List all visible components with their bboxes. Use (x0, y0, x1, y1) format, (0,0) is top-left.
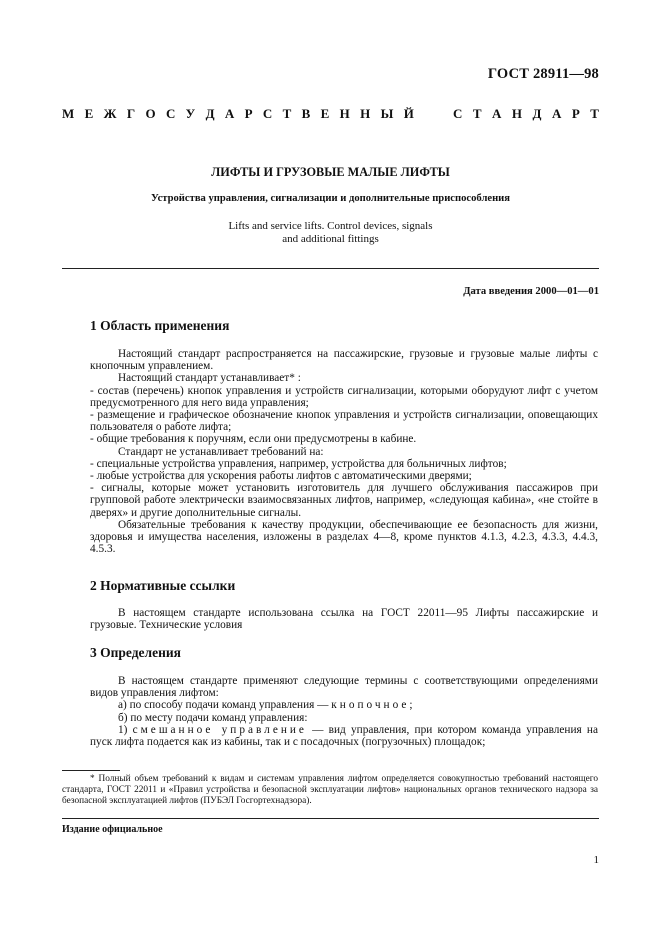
banner-letter: Н (360, 106, 371, 121)
banner-letter: Г (126, 106, 136, 121)
english-title-line-2: and additional fittings (282, 233, 379, 245)
banner-letter: Н (511, 106, 523, 121)
item-prefix: 1) (118, 723, 128, 736)
paragraph: В настоящем стандарте применяют следующие термины с соответствующими определениями видов управления лифтом: (90, 675, 598, 700)
banner-letter: С (165, 106, 176, 121)
introduction-date: Дата введения 2000—01—01 (463, 286, 599, 297)
footnote-text: * Полный объем требований к видам и системам управления лифтом определяется совокупностью требований настоящего стандарта, ГОСТ 22011 и «Правил устройства и безопасной эксплуатации лифтов» национальных органов технического надзора за безопасной эксплуатацией лифтов (ПУБЭЛ Госгортехнадзора). (62, 774, 598, 806)
edition-rule (62, 818, 599, 819)
banner-letter: С (262, 106, 273, 121)
footnote (62, 774, 598, 807)
banner-letter: Р (571, 106, 580, 121)
section-2-heading: 2 Нормативные ссылки (90, 578, 236, 593)
section-1-heading: 1 Область применения (90, 318, 230, 333)
item-prefix: а) по способу подачи команд управления — (118, 699, 329, 712)
banner-word-standard (453, 106, 599, 122)
section-1-body (90, 348, 598, 555)
banner-letter: Т (282, 106, 292, 121)
term: смешанное управление (132, 723, 307, 736)
list-item: - любые устройства для ускорения работы лифтов с автоматическими дверями; (90, 470, 472, 483)
term: кнопочное (331, 699, 410, 712)
item-suffix: — вид управления, при котором команда управления на пуск лифта подается как из кабины, так и с посадочных (погрузочных) площадок; (90, 723, 598, 749)
list-item: - специальные устройства управления, например, устройства для больничных лифтов; (90, 457, 507, 470)
banner-letter: А (551, 106, 562, 121)
section-3-body (90, 675, 598, 748)
banner-letter: В (301, 106, 311, 121)
english-title-line-1: Lifts and service lifts. Control devices, signals (228, 220, 433, 232)
banner-letter: Й (403, 106, 414, 121)
list-item (90, 724, 598, 748)
list-item: - состав (перечень) кнопок управления и устройств сигнализации, которыми оборудуют лифт с учетом предусмотренного для него вида управления; (90, 384, 598, 409)
banner-word-interstate (62, 106, 414, 122)
banner-letter: Т (472, 106, 482, 121)
banner-letter: О (145, 106, 156, 121)
banner-letter: Е (84, 106, 94, 121)
banner-letter: Ж (103, 106, 117, 121)
list-item: - общие требования к поручням, если они предусмотрены в кабине. (90, 433, 417, 446)
footnote-rule (62, 770, 120, 771)
banner-letter: А (492, 106, 502, 121)
list-item: б) по месту подачи команд управления: (118, 711, 308, 724)
banner-letter: М (62, 106, 75, 121)
list-item: - сигналы, которые может установить изготовитель для лучшего обслуживания пассажиров при групповой работе электрически взаимосвязанных лифтов, например, «следующая кабина», «не стойте в дверях» и другие дополнительные сигналы. (90, 482, 598, 519)
banner-letter: Т (590, 106, 599, 121)
banner-letter: Н (339, 106, 350, 121)
document-subtitle: Устройства управления, сигнализации и дополнительные приспособления (150, 193, 511, 204)
standard-banner (62, 106, 599, 122)
doc-number: ГОСТ 28911—98 (487, 66, 599, 82)
banner-letter: С (453, 106, 463, 121)
section-3-heading: 3 Определения (90, 645, 181, 660)
english-title (62, 220, 599, 246)
paragraph: Настоящий стандарт устанавливает* : (118, 372, 301, 385)
banner-letter: Р (244, 106, 253, 121)
page-number: 1 (593, 854, 599, 866)
banner-letter: А (224, 106, 235, 121)
banner-letter: Е (320, 106, 330, 121)
banner-letter: Д (532, 106, 542, 121)
paragraph: Настоящий стандарт распространяется на пассажирские, грузовые и грузовые малые лифты с кнопочным управлением. (90, 348, 598, 373)
edition-label: Издание официальное (62, 824, 163, 835)
banner-letter: Ы (380, 106, 394, 121)
header-rule (62, 268, 599, 269)
document-title: ЛИФТЫ И ГРУЗОВЫЕ МАЛЫЕ ЛИФТЫ (211, 165, 450, 179)
section-2-body (90, 607, 598, 631)
list-item (90, 699, 598, 711)
banner-letter: Д (205, 106, 215, 121)
paragraph: Обязательные требования к качеству продукции, обеспечивающие ее безопасность для жизни, здоровья и имущества населения, изложены в разделах 4—8, кроме пунктов 4.1.3, 4.2.3, 4.3.3, 4.4.3, 4.5.3. (90, 518, 598, 556)
paragraph: Стандарт не устанавливает требований на: (118, 445, 324, 458)
list-item: - размещение и графическое обозначение кнопок управления и устройств сигнализации, оповещающих пользователя о работе лифта; (90, 409, 598, 434)
banner-letter: У (185, 106, 196, 121)
paragraph: В настоящем стандарте использована ссылка на ГОСТ 22011—95 Лифты пассажирские и грузовые. Технические условия (90, 607, 598, 632)
item-suffix: ; (409, 699, 413, 712)
